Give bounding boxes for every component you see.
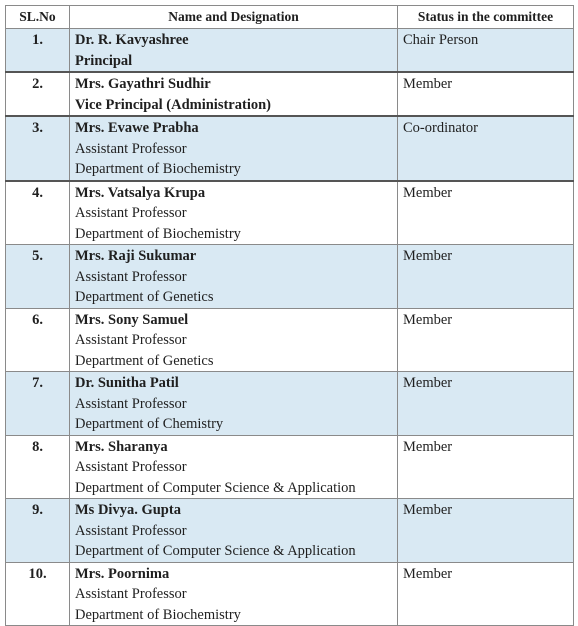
row-sl-no: 8. [6,435,70,499]
row-name-designation [70,562,398,626]
member-name: Mrs. Sony Samuel [75,311,189,328]
member-department: Department of Biochemistry [75,225,241,242]
table-row [6,116,574,181]
row-status: Member [398,499,574,563]
table-row [6,562,574,626]
table-row [6,499,574,563]
member-name: Mrs. Gayathri Sudhir [75,76,211,92]
member-designation: Assistant Professor [75,332,187,348]
row-sl-no: 10. [6,562,70,626]
table-body [6,29,574,626]
header-status: Status in the committee [398,6,574,29]
member-designation: Assistant Professor [75,522,187,539]
row-name-designation [70,499,398,563]
row-status: Co-ordinator [398,116,574,181]
member-designation: Assistant Professor [75,395,187,412]
member-designation: Vice Principal (Administration) [75,96,271,113]
member-designation: Assistant Professor [75,140,187,157]
member-designation: Assistant Professor [75,459,187,475]
row-status: Member [398,72,574,116]
row-name-designation [70,245,398,309]
row-sl-no: 6. [6,308,70,372]
member-name: Dr. Sunitha Patil [75,375,179,391]
row-sl-no: 5. [6,245,70,309]
member-department: Department of Biochemistry [75,606,241,623]
member-name: Mrs. Poornima [75,565,170,582]
member-department: Department of Biochemistry [75,161,241,177]
row-name-designation [70,181,398,245]
member-name: Mrs. Vatsalya Krupa [75,184,206,201]
header-sl-no: SL.No [6,6,70,29]
row-sl-no: 3. [6,116,70,181]
row-status: Chair Person [398,29,574,73]
table-row [6,245,574,309]
row-name-designation [70,308,398,372]
member-department: Department of Chemistry [75,416,224,432]
row-name-designation [70,72,398,116]
row-sl-no: 1. [6,29,70,73]
member-designation: Assistant Professor [75,268,187,285]
member-designation: Principal [75,52,133,69]
member-department: Department of Computer Science & Application [75,543,356,559]
header-row [6,6,574,29]
member-name: Mrs. Evawe Prabha [75,120,199,136]
row-name-designation [70,116,398,181]
table-row [6,308,574,372]
row-status: Member [398,562,574,626]
member-name: Dr. R. Kavyashree [75,32,189,48]
member-designation: Assistant Professor [75,205,187,221]
row-sl-no: 2. [6,72,70,116]
row-status: Member [398,308,574,372]
table-row [6,29,574,73]
table-row [6,435,574,499]
member-department: Department of Genetics [75,352,214,369]
row-status: Member [398,372,574,436]
member-name: Mrs. Raji Sukumar [75,248,197,264]
header-name-designation: Name and Designation [70,6,398,29]
row-sl-no: 7. [6,372,70,436]
committee-table [5,5,574,626]
row-name-designation [70,372,398,436]
table-row [6,181,574,245]
member-name: Ms Divya. Gupta [75,502,181,518]
row-status: Member [398,181,574,245]
row-status: Member [398,245,574,309]
row-name-designation [70,29,398,73]
member-department: Department of Computer Science & Application [75,479,356,496]
member-designation: Assistant Professor [75,586,187,602]
row-sl-no: 9. [6,499,70,563]
row-status: Member [398,435,574,499]
row-sl-no: 4. [6,181,70,245]
member-department: Department of Genetics [75,289,214,305]
table-row [6,372,574,436]
member-name: Mrs. Sharanya [75,438,168,455]
table-row [6,72,574,116]
row-name-designation [70,435,398,499]
